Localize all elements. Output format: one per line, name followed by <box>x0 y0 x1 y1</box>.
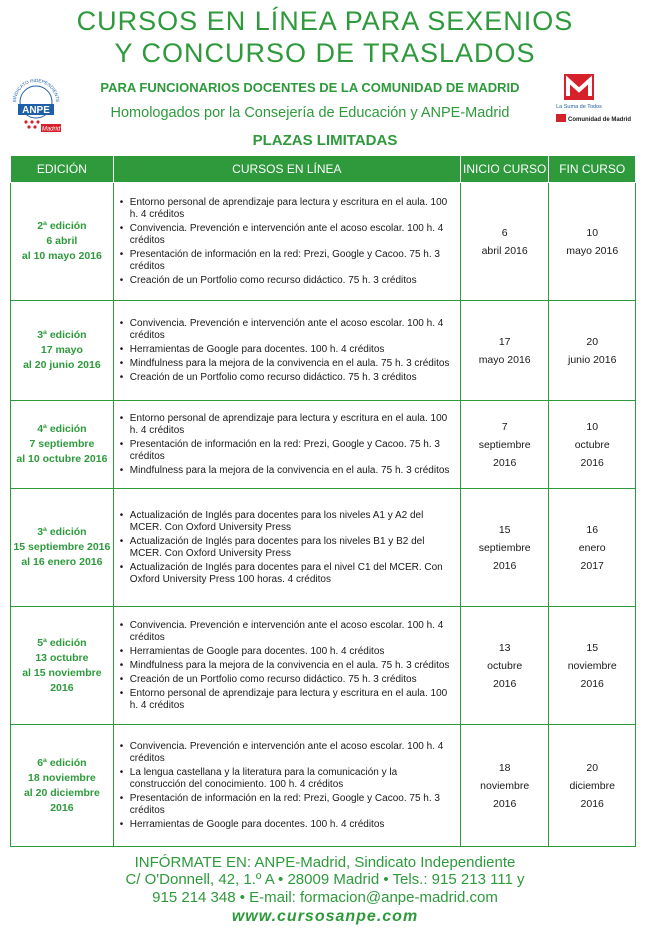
list-item: • Convivencia. Prevención e intervención ante el acoso escolar. 100 h. 4 créditos <box>130 620 456 644</box>
list-item: • Mindfulness para la mejora de la convivencia en el aula. 75 h. 3 créditos <box>130 465 456 477</box>
start-date-line: 15 <box>498 523 511 536</box>
start-date-line: 6 <box>501 226 508 239</box>
list-item: • Presentación de información en la red: Prezi, Google y Cacoo. 75 h. 3 créditos <box>130 249 456 273</box>
edition-line: 3ª edición <box>37 526 87 538</box>
list-item: • Convivencia. Prevención e intervención ante el acoso escolar. 100 h. 4 créditos <box>130 223 456 247</box>
anpe-logo-name: ANPE <box>22 105 50 116</box>
end-date-line: 2016 <box>580 677 604 690</box>
end-date-line: noviembre <box>567 659 617 672</box>
edition-cell <box>11 607 114 725</box>
anpe-logo-top-text: SINDICATO INDEPENDIENTE <box>11 77 61 103</box>
list-item: • La lengua castellana y la literatura para la comunicación y la construcción del conocimiento. 100 h. 4 créditos <box>130 767 456 791</box>
edition-cell <box>11 401 114 489</box>
courses-cell <box>113 607 460 725</box>
start-date-line: octubre <box>487 659 523 672</box>
edition-cell <box>11 301 114 401</box>
list-item: • Mindfulness para la mejora de la convivencia en el aula. 75 h. 3 créditos <box>130 660 456 672</box>
course-list <box>118 318 456 384</box>
table-row <box>11 183 636 301</box>
edition-line: 2016 <box>50 681 74 694</box>
end-date-line: 10 <box>586 420 599 433</box>
header-edition: EDICIÓN <box>11 156 114 183</box>
website-link[interactable]: www.cursosanpe.com <box>231 908 419 925</box>
svg-text:SINDICATO INDEPENDIENTE <box>12 78 60 103</box>
list-item: • Herramientas de Google para docentes. 100 h. 4 créditos <box>130 646 456 658</box>
list-item: • Presentación de información en la red: Prezi, Google y Cacoo. 75 h. 3 créditos <box>130 439 456 463</box>
start-date-line: noviembre <box>480 779 530 792</box>
page-title-line2: Y CONCURSO DE TRASLADOS <box>114 38 536 68</box>
edition-line: al 15 noviembre <box>22 666 102 679</box>
page-title-line1: CURSOS EN LÍNEA PARA SEXENIOS <box>76 6 574 36</box>
edition-line: 6 abril <box>46 235 78 247</box>
list-item: • Entorno personal de aprendizaje para lectura y escritura en el aula. 100 h. 4 créditos <box>130 197 456 221</box>
end-date-cell <box>549 607 636 725</box>
start-date-cell <box>460 401 549 489</box>
edition-cell <box>11 725 114 847</box>
end-date-line: 20 <box>586 761 599 774</box>
edition-line: 15 septiembre 2016 <box>13 541 111 553</box>
course-list <box>118 197 456 287</box>
edition-line: al 10 octubre 2016 <box>16 453 108 465</box>
cm-logo-name: Comunidad de Madrid <box>568 117 631 123</box>
start-date-line: 7 <box>501 420 508 433</box>
edition-line: 2016 <box>50 801 74 814</box>
edition-line: 18 noviembre <box>28 771 96 784</box>
list-item: • Creación de un Portfolio como recurso didáctico. 75 h. 3 créditos <box>130 275 456 287</box>
start-date-line: 17 <box>498 335 511 348</box>
end-date-cell <box>549 401 636 489</box>
list-item: • Entorno personal de aprendizaje para lectura y escritura en el aula. 100 h. 4 créditos <box>130 688 456 712</box>
edition-line: 4ª edición <box>37 423 87 435</box>
subtitle: PARA FUNCIONARIOS DOCENTES DE LA COMUNIDAD DE MADRID <box>100 80 520 95</box>
end-date-line: mayo 2016 <box>566 244 619 257</box>
start-date-cell <box>460 607 549 725</box>
start-date-cell <box>460 183 549 301</box>
course-list <box>118 413 456 477</box>
edition-line: al 20 diciembre <box>23 786 100 799</box>
end-date-cell <box>549 725 636 847</box>
end-date-line: 15 <box>586 641 599 654</box>
start-date-line: septiembre <box>478 438 531 451</box>
homologation-note: Homologados por la Consejería de Educación y ANPE-Madrid <box>110 105 510 121</box>
header-end: FIN CURSO <box>549 156 636 183</box>
courses-cell <box>113 401 460 489</box>
limited-places-note: PLAZAS LIMITADAS <box>252 132 398 149</box>
start-date-cell <box>460 725 549 847</box>
comunidad-madrid-logo-icon <box>556 72 646 130</box>
header-courses: CURSOS EN LÍNEA <box>113 156 460 183</box>
end-date-line: 10 <box>586 226 599 239</box>
end-date-line: enero <box>578 541 606 554</box>
courses-table <box>10 155 636 847</box>
list-item: • Entorno personal de aprendizaje para lectura y escritura en el aula. 100 h. 4 créditos <box>130 413 456 437</box>
courses-cell <box>113 489 460 607</box>
table-row <box>11 489 636 607</box>
list-item: • Convivencia. Prevención e intervención ante el acoso escolar. 100 h. 4 créditos <box>130 318 456 342</box>
edition-line: 7 septiembre <box>29 438 95 450</box>
list-item: • Presentación de información en la red: Prezi, Google y Cacoo. 75 h. 3 créditos <box>130 793 456 817</box>
start-date-line: 18 <box>498 761 511 774</box>
table-row <box>11 725 636 847</box>
list-item: • Actualización de Inglés para docentes para el nivel C1 del MCER. Con Oxford University Press 100 horas. 4 créditos <box>130 562 456 586</box>
table-row <box>11 301 636 401</box>
edition-line: al 16 enero 2016 <box>21 556 103 568</box>
end-date-line: 16 <box>586 523 599 536</box>
edition-line: 2ª edición <box>37 220 87 232</box>
start-date-line: 2016 <box>492 456 517 469</box>
course-list <box>118 741 456 831</box>
end-date-line: junio 2016 <box>567 353 617 366</box>
list-item: • Creación de un Portfolio como recurso didáctico. 75 h. 3 créditos <box>130 674 456 686</box>
edition-line: 3ª edición <box>37 329 87 341</box>
list-item: • Herramientas de Google para docentes. 100 h. 4 créditos <box>130 819 456 831</box>
table-row <box>11 607 636 725</box>
start-date-cell <box>460 301 549 401</box>
end-date-line: diciembre <box>569 779 615 792</box>
end-date-line: 20 <box>586 335 599 348</box>
end-date-line: 2016 <box>580 456 604 469</box>
end-date-cell <box>549 489 636 607</box>
edition-line: al 10 mayo 2016 <box>21 250 102 262</box>
end-date-cell <box>549 301 636 401</box>
list-item: • Creación de un Portfolio como recurso didáctico. 75 h. 3 créditos <box>130 372 456 384</box>
course-list <box>118 510 456 586</box>
courses-cell <box>113 301 460 401</box>
edition-line: 17 mayo <box>40 344 83 356</box>
start-date-cell <box>460 489 549 607</box>
courses-cell <box>113 725 460 847</box>
end-date-line: octubre <box>574 438 610 451</box>
edition-cell <box>11 183 114 301</box>
start-date-line: septiembre <box>478 541 531 554</box>
end-date-line: 2016 <box>580 797 604 810</box>
list-item: • Convivencia. Prevención e intervención ante el acoso escolar. 100 h. 4 créditos <box>130 741 456 765</box>
footer-contact: 915 214 348 • E-mail: formacion@anpe-madrid.com <box>152 889 498 906</box>
table-row <box>11 401 636 489</box>
cm-logo-tagline: La Suma de Todos <box>556 104 602 110</box>
edition-line: 13 octubre <box>35 651 89 664</box>
footer-address: C/ O'Donnell, 42, 1.º A • 28009 Madrid • Tels.: 915 213 111 y <box>125 871 525 888</box>
edition-line: al 20 junio 2016 <box>23 359 101 371</box>
anpe-logo-icon <box>8 72 64 134</box>
course-list <box>118 620 456 712</box>
start-date-line: mayo 2016 <box>478 353 531 366</box>
end-date-line: 2017 <box>580 559 604 572</box>
edition-cell <box>11 489 114 607</box>
list-item: • Mindfulness para la mejora de la convivencia en el aula. 75 h. 3 créditos <box>130 358 456 370</box>
list-item: • Actualización de Inglés para docentes para los niveles A1 y A2 del MCER. Con Oxford University Press <box>130 510 456 534</box>
list-item: • Herramientas de Google para docentes. 100 h. 4 créditos <box>130 344 456 356</box>
header-start: INICIO CURSO <box>460 156 549 183</box>
table-header-row <box>11 156 636 183</box>
start-date-line: 2016 <box>492 797 517 810</box>
start-date-line: 2016 <box>492 677 517 690</box>
end-date-cell <box>549 183 636 301</box>
list-item: • Actualización de Inglés para docentes para los niveles B1 y B2 del MCER. Con Oxford University Press <box>130 536 456 560</box>
anpe-logo-region: Madrid <box>41 126 61 133</box>
edition-line: 6ª edición <box>37 756 87 769</box>
courses-cell <box>113 183 460 301</box>
edition-line: 5ª edición <box>37 636 87 649</box>
start-date-line: 2016 <box>492 559 517 572</box>
footer-info-line1: INFÓRMATE EN: ANPE-Madrid, Sindicato Independiente <box>134 854 516 871</box>
start-date-line: abril 2016 <box>481 244 528 257</box>
start-date-line: 13 <box>498 641 511 654</box>
